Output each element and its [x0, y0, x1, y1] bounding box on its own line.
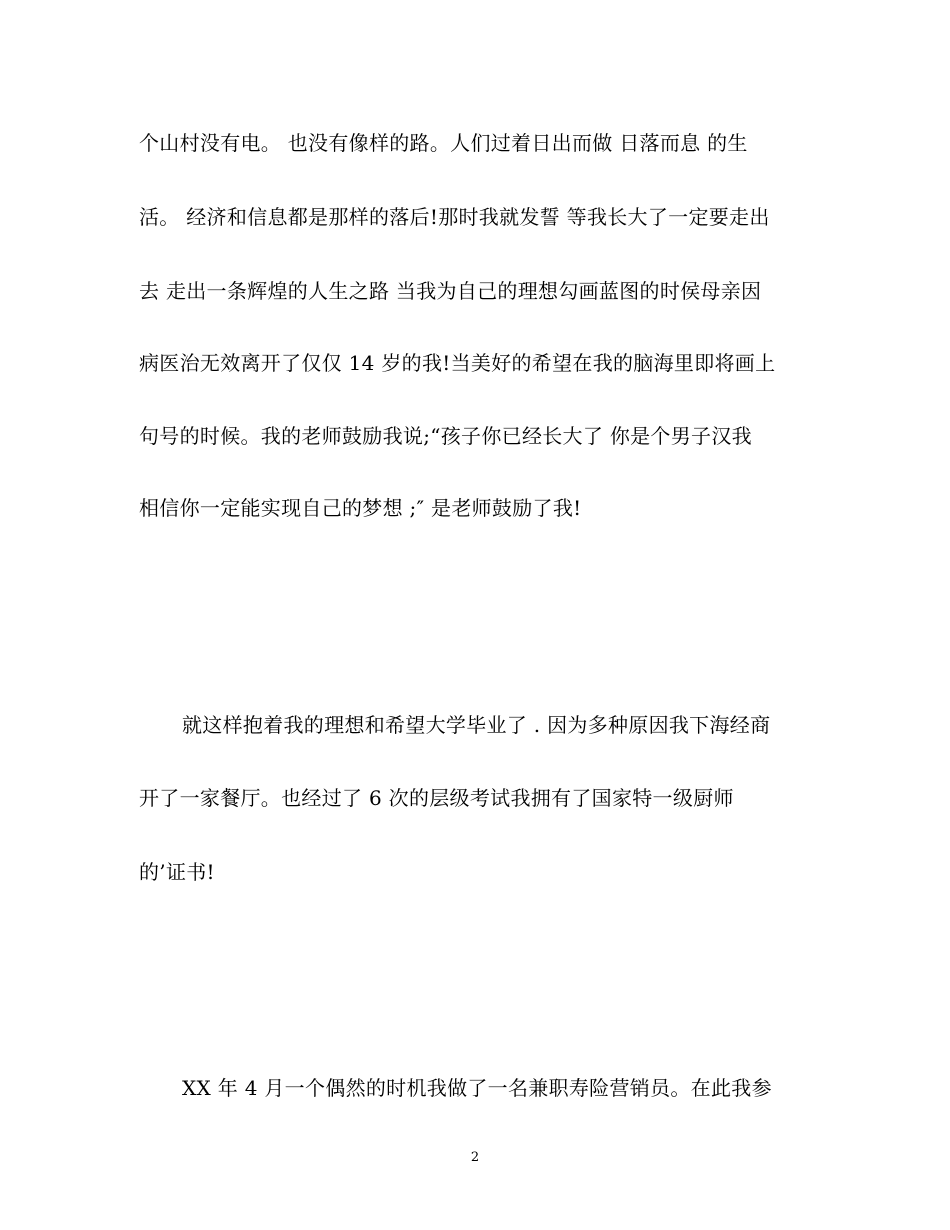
page-number: 2	[470, 1150, 480, 1165]
paragraph-2-line-3: 的’证书!	[139, 860, 215, 884]
paragraph-2-line-1: 就这样抱着我的理想和希望大学毕业了 . 因为多种原因我下海经商	[182, 713, 771, 737]
paragraph-1-line-5: 句号的时候。我的老师鼓励我说;“孩子你已经长大了 你是个男子汉我	[139, 424, 752, 448]
paragraph-3-line-1: XX 年 4 月一个偶然的时机我做了一名兼职寿险营销员。在此我参	[182, 1076, 772, 1100]
paragraph-1-line-4: 病医治无效离开了仅仅 14 岁的我!当美好的希望在我的脑海里即将画上	[139, 351, 776, 375]
paragraph-2-line-2: 开了一家餐厅。也经过了 6 次的层级考试我拥有了国家特一级厨师	[139, 786, 734, 810]
paragraph-1-line-2: 活。 经济和信息都是那样的落后!那时我就发誓 等我长大了一定要走出	[139, 205, 770, 229]
paragraph-1-line-6: 相信你一定能实现自己的梦想 ;″ 是老师鼓励了我!	[139, 496, 582, 520]
paragraph-1-line-1: 个山村没有电。 也没有像样的路。人们过着日出而做 日落而息 的生	[139, 131, 748, 155]
paragraph-1-line-3: 去 走出一条辉煌的人生之路 当我为自己的理想勾画蓝图的时侯母亲因	[139, 279, 762, 303]
